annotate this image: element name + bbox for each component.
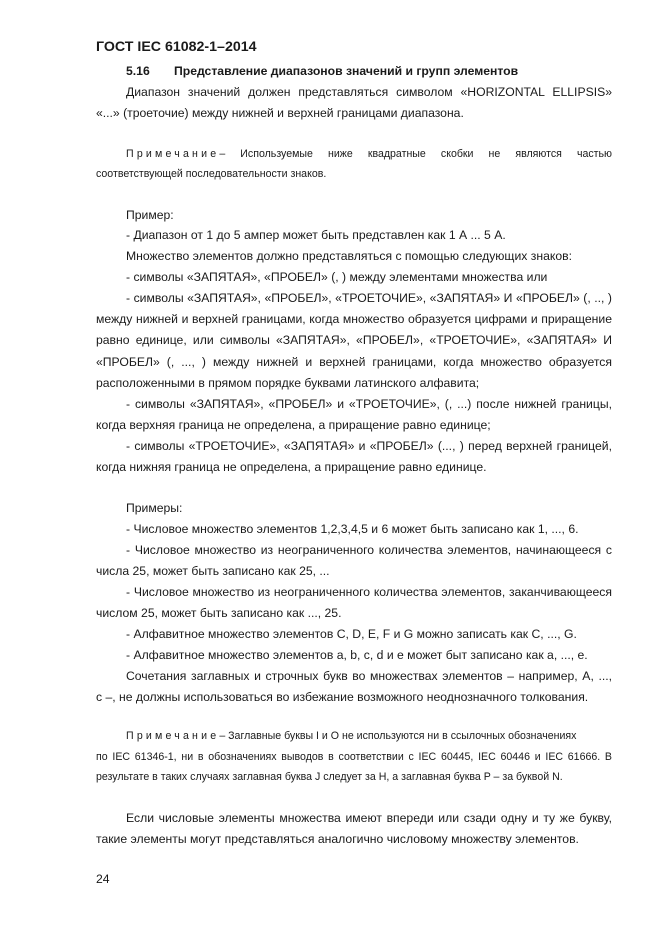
page-number: 24 [96,872,110,886]
document-header: ГОСТ IEC 61082-1–2014 [96,39,257,55]
rule-line: «ПРОБЕЛ» (, ..., ) между нижней и верхней границами, когда множество образуется [96,355,612,369]
example-line: - Числовое множество элементов 1,2,3,4,5 и 6 может быть записано как 1, ..., 6. [126,522,579,536]
example-label: Пример: [126,208,174,222]
rule-line: когда верхняя граница не определена, а приращение равно единице; [96,418,491,432]
example-line: - Числовое множество из неограниченного количества элементов, начинающееся с [126,543,612,557]
examples-label: Примеры: [126,501,183,515]
note-line: результате в таких случаях заглавная буква J следует за H, а заглавная буква P – за буквой N. [96,771,563,783]
rule-line: равно единице, или символы «ЗАПЯТАЯ», «ПРОБЕЛ», «ТРОЕТОЧИЕ», «ЗАПЯТАЯ» И [96,333,612,347]
note-label: Примечание [126,730,220,742]
section-title: Представление диапазонов значений и групп элементов [174,64,519,78]
rule-line: - символы «ЗАПЯТАЯ», «ПРОБЕЛ», «ТРОЕТОЧИЕ», «ЗАПЯТАЯ» И «ПРОБЕЛ» (, .., ) [126,291,612,305]
rule-line: - символы «ЗАПЯТАЯ», «ПРОБЕЛ» и «ТРОЕТОЧИЕ», (, ...) после нижней границы, [126,397,612,411]
paragraph-line: Если числовые элементы множества имеют впереди или сзади одну и ту же букву, [126,811,612,825]
note-line: по IEC 61346-1, ни в обозначениях выводов в соответствии с IEC 60445, IEC 60446 и IEC 61666. В [96,751,612,763]
paragraph-line: «...» (троеточие) между нижней и верхней границами диапазона. [96,106,464,120]
section-number: 5.16 [126,64,150,78]
note-text: – Заглавные буквы I и O не используются ни в ссылочных обозначениях [219,730,577,742]
note-line [126,146,612,162]
example-line: - Диапазон от 1 до 5 ампер может быть представлен как 1 А ... 5 А. [126,228,506,242]
paragraph-line: такие элементы могут представляться аналогично числовому множеству элементов. [96,832,579,846]
paragraph-line: Диапазон значений должен представляться символом «HORIZONTAL ELLIPSIS» [126,85,612,99]
example-line: Сочетания заглавных и строчных букв во множествах элементов – например, А, ..., [126,669,612,683]
note-text: – Используемые ниже квадратные скобки не являются частью [219,148,612,160]
rule-line: между нижней и верхней границами, когда множество образуется цифрами и приращение [96,312,612,326]
example-line: числа 25, может быть записано как 25, ... [96,564,330,578]
rule-line: Множество элементов должно представляться с помощью следующих знаков: [126,249,572,263]
note-line [126,728,612,744]
example-line: c –, не должны использоваться во избежание возможного неоднозначного толкования. [96,690,589,704]
example-line: - Алфавитное множество элементов С, D, E, F и G можно записать как С, ..., G. [126,627,577,641]
note-label: Примечание [126,148,220,160]
rule-line: когда нижняя граница не определена, а приращение равно единице. [96,460,487,474]
rule-line: - символы «ТРОЕТОЧИЕ», «ЗАПЯТАЯ» и «ПРОБЕЛ» (..., ) перед верхней границей, [126,439,612,453]
rule-line: - символы «ЗАПЯТАЯ», «ПРОБЕЛ» (, ) между элементами множества или [126,270,548,284]
note-line: соответствующей последовательности знаков. [96,168,327,180]
example-line: числом 25, может быть записано как ..., 25. [96,606,342,620]
example-line: - Числовое множество из неограниченного количества элементов, заканчивающееся [126,585,612,599]
example-line: - Алфавитное множество элементов a, b, c, d и e может быт записано как a, ..., e. [126,648,588,662]
rule-line: расположенными в прямом порядке буквами латинского алфавита; [96,376,480,390]
